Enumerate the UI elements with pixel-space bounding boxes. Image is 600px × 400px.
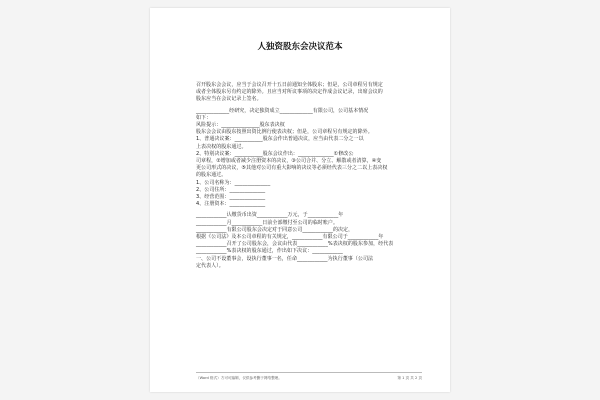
- page-number: 第 1 页 共 2 页: [397, 376, 422, 380]
- body-line: 1、公司名称为：______________: [196, 179, 271, 186]
- body-line: 的股东通过。: [196, 172, 227, 179]
- body-line: 如下：: [196, 114, 212, 121]
- body-line: 或者全体股东另有约定的除外。且应当对所议事项的决定作成会议记录，出席会议的: [196, 89, 383, 96]
- document-title: 人独资股东会决议范本: [257, 42, 343, 52]
- body-line: ____________月____________日前全部缴付至公司的临时账户。: [196, 219, 339, 226]
- body-line: 股东应当在会议记录上签名。: [196, 96, 262, 103]
- body-line: 根据《公司法》及本公司章程的有关规定，____________有限公司于____________年: [196, 234, 384, 241]
- body-line: ____________%表决权的股东通过，作出如下决议：____________: [196, 248, 343, 255]
- document-page: [150, 8, 450, 392]
- body-line: ____________认缴货币出资____________万元，于____________年: [196, 212, 344, 219]
- body-line: 更公司形式的决议，⑤其他对公司有重大影响的决议等必须经代表三分之二以上表决权: [196, 165, 388, 172]
- body-line: 风险提示：_______________股东表决权: [196, 122, 285, 129]
- body-line: 一、公司不设董事会，设执行董事一名，任命____________为执行董事（公司法: [196, 255, 374, 262]
- body-line: 股东会会议由股东按照出资比例行使表决权；但是，公司章程另有规定的除外。: [196, 129, 373, 136]
- body-line: 召开股东会会议，应当于会议召开十五日前通知全体股东；但是，公司章程另有规定: [196, 82, 383, 88]
- page-footer: [196, 376, 422, 381]
- body-line: 上表决权的股东通过。: [196, 143, 247, 150]
- body-line: 4、注册资本：______________: [196, 201, 266, 208]
- body-line: 3、经营范围：______________: [196, 194, 266, 201]
- body-line: 定代表人）。: [196, 262, 224, 269]
- body-line: 2、特别决议案：___________股东会议作出：______________①修改公: [196, 150, 354, 157]
- body-line: _____________经研究，决定独资成立_____________有限公司，公司基本情况: [196, 107, 369, 114]
- body-line: ____________召开了公司股东会，会议由代表____________%表决权的股东参加，经代表: [196, 241, 394, 248]
- body-line: ____________有限公司股东会决定对于同意公司____________的决定，: [196, 226, 354, 233]
- footer-note: （Word 格式）方可可编辑，仅供参考删于网络整理。: [196, 376, 282, 380]
- document-body: [196, 82, 422, 270]
- body-line: 1、普通决议案：___________股东会作出普通决议，应当由代表二分之一以: [196, 136, 364, 143]
- footer-divider: [196, 372, 422, 373]
- body-line: 2、公司住所：______________: [196, 186, 266, 193]
- body-line: 司章程，②增加或者减少注册资本的决议，③公司合并、分立、解散或者清算，④变: [196, 158, 382, 165]
